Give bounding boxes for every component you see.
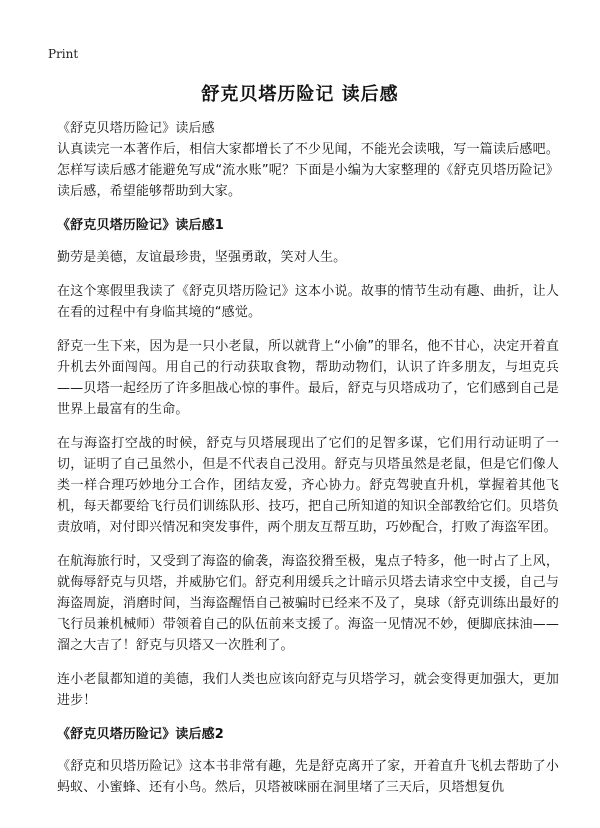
article-subtitle: 《舒克贝塔历险记》读后感 bbox=[57, 121, 215, 136]
paragraph: 《舒克和贝塔历险记》这本书非常有趣，先是舒克离开了家，开着直升飞机去帮助了小蚂蚁、小蜜蜂、还有小鸟。然后，贝塔被咪丽在洞里堵了三天后，贝塔想复仇 bbox=[57, 759, 559, 795]
page-title: 舒克贝塔历险记 读后感 bbox=[201, 84, 399, 105]
paragraph: 连小老鼠都知道的美德，我们人类也应该向舒克与贝塔学习，就会变得更加强大，更加进步！ bbox=[57, 672, 559, 708]
section-heading-2: 《舒克贝塔历险记》读后感2 bbox=[57, 727, 224, 742]
paragraph: 在航海旅行时，又受到了海盗的偷袭，海盗狡猾至极，鬼点子特多，他一时占了上风，就侮辱舒克与贝塔，并威胁它们。舒克利用缓兵之计暗示贝塔去请求空中支援，自己与海盗周旋，消磨时间，当海盗醒悟自己被骗时已经来不及了，臭球（舒克训练出最好的飞行员兼机械师）带领着自己的队伍前来支援了。海盗一见情况不妙，便脚底抹油——溜之大吉了！舒克与贝塔又一次胜利了。 bbox=[57, 554, 559, 653]
intro-paragraph: 认真读完一本著作后，相信大家都增长了不少见闻，不能光会读哦，写一篇读后感吧。怎样写读后感才能避免写成“流水账”呢？下面是小编为大家整理的《舒克贝塔历险记》读后感，希望能够帮助到大家。 bbox=[57, 142, 559, 199]
paragraph: 勤劳是美德，友谊最珍贵，坚强勇敢，笑对人生。 bbox=[57, 250, 347, 265]
print-link[interactable]: Print bbox=[48, 47, 79, 61]
paragraph: 在与海盗打空战的时候，舒克与贝塔展现出了它们的足智多谋，它们用行动证明了一切，证明了自己虽然小，但是不代表自己没用。舒克与贝塔虽然是老鼠，但是它们像人类一样合理巧妙地分工合作，团结友爱，齐心协力。舒克驾驶直升机，掌握着其他飞机，每天都要给飞行员们训练队形、技巧，把自己所知道的知识全部教给它们。贝塔负责放哨，对付即兴情况和突发事件，两个朋友互帮互助，巧妙配合，打败了海盗军团。 bbox=[57, 436, 559, 535]
paragraph: 在这个寒假里我读了《舒克贝塔历险记》这本小说。故事的情节生动有趣、曲折，让人在看的过程中有身临其境的“感觉。 bbox=[57, 284, 559, 320]
section-heading-1: 《舒克贝塔历险记》读后感1 bbox=[57, 218, 224, 233]
paragraph: 舒克一生下来，因为是一只小老鼠，所以就背上“小偷”的罪名，他不甘心，决定开着直升机去外面闯闯。用自己的行动获取食物，帮助动物们，认识了许多朋友，与坦克兵——贝塔一起经历了许多胆战心惊的事件。最后，舒克与贝塔成功了，它们感到自己是世界上最富有的生命。 bbox=[57, 339, 559, 417]
article-body bbox=[57, 118, 559, 811]
